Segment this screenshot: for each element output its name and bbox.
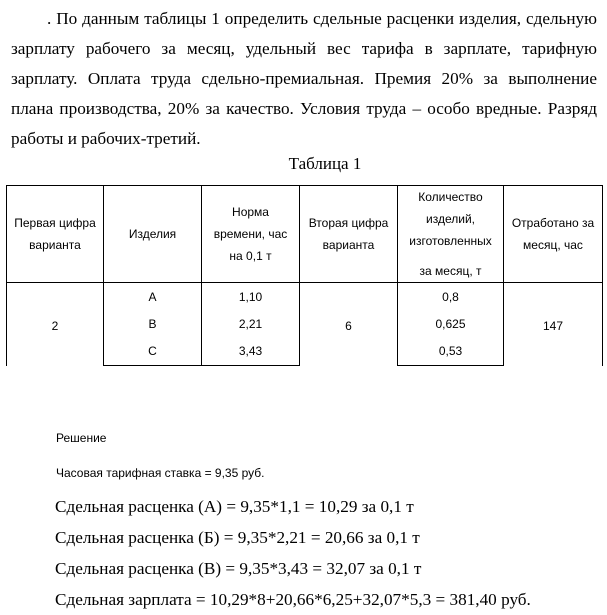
quantity-cell: 0,625 [398,310,504,337]
calc-line-c: Сдельная расценка (В) = 9,35*3,43 = 32,07 за 0,1 т [55,559,422,578]
time-norm-cell: 2,21 [202,310,300,337]
table-row [7,283,603,311]
quantity-cell: 0,53 [398,338,504,366]
header-second-digit: Вторая цифра варианта [300,186,398,283]
time-norm-cell: 3,43 [202,338,300,366]
first-digit-cell: 2 [7,283,104,366]
header-quantity: Количество изделий, изготовленных за месяц, т [398,186,504,283]
product-cell: А [104,283,202,311]
solution-title: Решение [56,431,107,445]
tariff-rate-line: Часовая тарифная ставка = 9,35 руб. [56,466,265,480]
calc-line-b: Сдельная расценка (Б) = 9,35*2,21 = 20,66 за 0,1 т [55,528,420,547]
table-header-row [7,186,603,283]
second-digit-cell: 6 [300,283,398,366]
table-caption: Таблица 1 [288,154,362,173]
product-cell: С [104,338,202,366]
header-time-norm: Норма времени, час на 0,1 т [202,186,300,283]
calc-line-salary: Сдельная зарплата = 10,29*8+20,66*6,25+32,07*5,3 = 381,40 руб. [55,590,531,609]
task-paragraph: . По данным таблицы 1 определить сдельные расценки изделия, сдельную зарплату рабочего за месяц, удельный вес тарифа в зарплате, тарифную зарплату. Оплата труда сдельно-премиальная. Премия 20% за выполнение плана производства, 20% за качество. Условия труда – особо вредные. Разряд работы и рабочих-третий. [11,9,597,148]
task-text-block [11,4,597,154]
product-cell: В [104,310,202,337]
calc-line-a: Сдельная расценка (А) = 9,35*1,1 = 10,29 за 0,1 т [55,497,414,516]
header-first-digit: Первая цифра варианта [7,186,104,283]
worked-hours-cell: 147 [504,283,603,366]
header-worked-hours: Отработано за месяц, час [504,186,603,283]
time-norm-cell: 1,10 [202,283,300,311]
header-products: Изделия [104,186,202,283]
data-table [6,185,603,366]
quantity-cell: 0,8 [398,283,504,311]
